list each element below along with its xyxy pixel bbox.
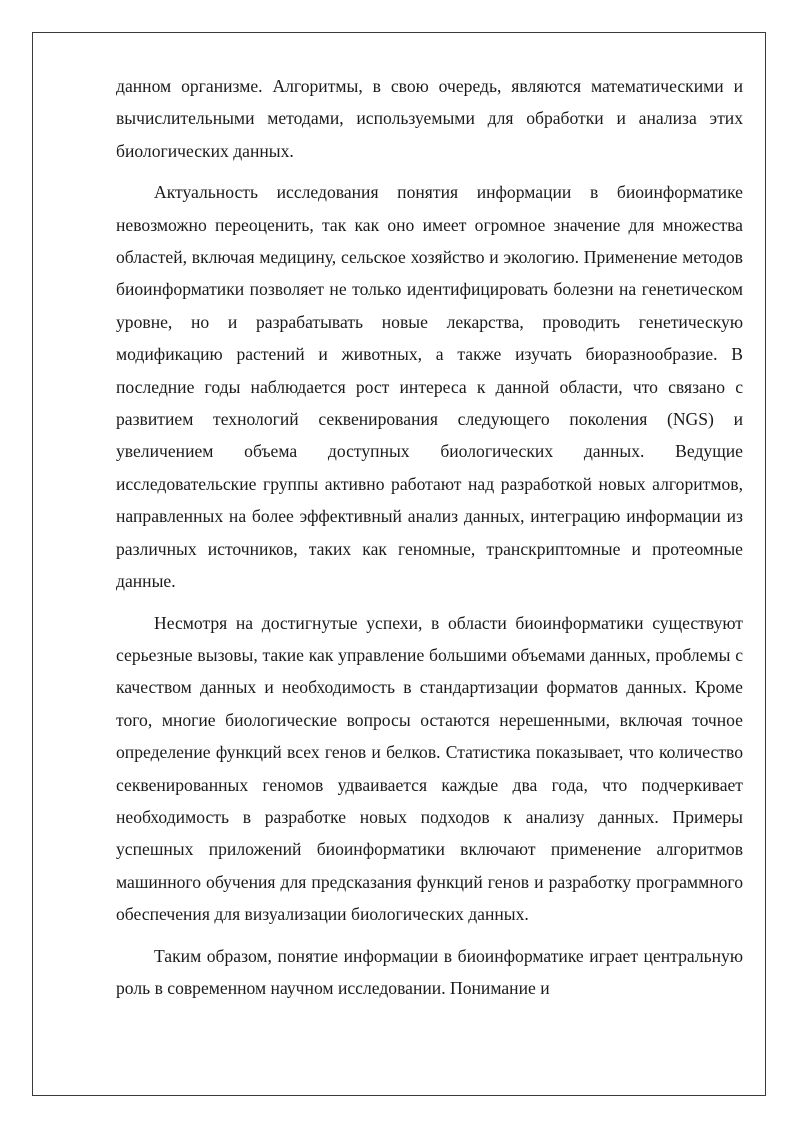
paragraph-relevance: Актуальность исследования понятия информации в биоинформатике невозможно переоценить, так как оно имеет огромное значение для множества областей, включая медицину, сельское хозяйство и экологию. Применение методов биоинформатики позволяет не только идентифицировать болезни на генетическом уровне, но и разрабатывать новые лекарства, проводить генетическую модификацию растений и животных, а также изучать биоразнообразие. В последние годы наблюдается рост интереса к данной области, что связано с развитием технологий секвенирования следующего поколения (NGS) и увеличением объема доступных биологических данных. Ведущие исследовательские группы активно работают над разработкой новых алгоритмов, направленных на более эффективный анализ данных, интеграцию информации из различных источников, таких как геномные, транскриптомные и протеомные данные. (116, 182, 743, 592)
paragraph-challenges: Несмотря на достигнутые успехи, в области биоинформатики существуют серьезные вызовы, такие как управление большими объемами данных, проблемы с качеством данных и необходимость в стандартизации форматов данных. Кроме того, многие биологические вопросы остаются нерешенными, включая точное определение функций всех генов и белков. Статистика показывает, что количество секвенированных геномов удваивается каждые два года, что подчеркивает необходимость в разработке новых подходов к анализу данных. Примеры успешных приложений биоинформатики включают применение алгоритмов машинного обучения для предсказания функций генов и разработку программного обеспечения для визуализации биологических данных. (116, 612, 743, 925)
document-body (116, 70, 743, 1013)
paragraph-continuation: данном организме. Алгоритмы, в свою очередь, являются математическими и вычислительными методами, используемыми для обработки и анализа этих биологических данных. (116, 76, 743, 161)
paragraph-conclusion: Таким образом, понятие информации в биоинформатике играет центральную роль в современном научном исследовании. Понимание и (116, 945, 743, 998)
